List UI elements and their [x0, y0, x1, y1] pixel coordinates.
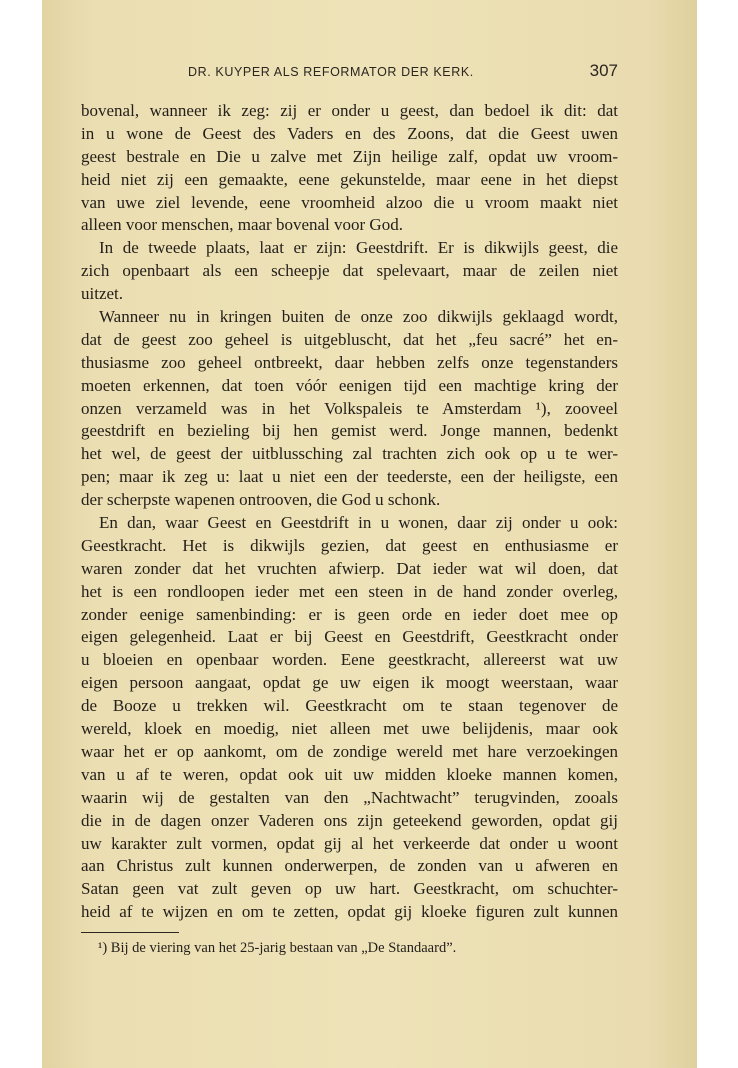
- text-line: Wanneer nu in kringen buiten de onze zoo dikwijls geklaagd wordt,: [99, 307, 618, 327]
- text-line: thusiasme zoo geheel ontbreekt, daar hebben zelfs onze tegenstanders: [81, 352, 618, 372]
- paragraph: [81, 100, 618, 237]
- text-line: En dan, waar Geest en Geestdrift in u wonen, daar zij onder u ook:: [99, 513, 618, 533]
- text-line: u bloeien en openbaar worden. Eene geestkracht, allereerst wat uw: [81, 650, 618, 670]
- page-number: 307: [589, 61, 618, 80]
- text-line: zonder eenige samenbinding: er is geen orde en ieder doet mee op: [81, 604, 618, 624]
- text-line: eigen gelegenheid. Laat er bij Geest en Geestdrift, Geestkracht onder: [81, 627, 618, 647]
- text-line: uw karakter zult vormen, opdat gij al het verkeerde dat onder u woont: [81, 833, 618, 853]
- text-line: waren zonder dat het vruchten afwierp. Dat ieder wat wil doen, dat: [81, 558, 618, 578]
- text-line: uitzet.: [81, 284, 124, 304]
- text-line: geest bestrale en Die u zalve met Zijn heilige zalf, opdat uw vroom-: [81, 146, 618, 166]
- text-line: der scherpste wapenen ontrooven, die God u schonk.: [81, 490, 441, 510]
- paragraph: [81, 237, 618, 306]
- text-line: In de tweede plaats, laat er zijn: Geestdrift. Er is dikwijls geest, die: [99, 238, 618, 258]
- text-line: Geestkracht. Het is dikwijls gezien, dat geest en enthusiasme er: [81, 535, 618, 555]
- text-line: het wel, de geest der uitblussching zal trachten zich ook op u te wer-: [81, 444, 618, 464]
- paragraph: [81, 306, 618, 512]
- body-text: [81, 100, 618, 924]
- text-line: Satan geen vat zult geven op uw hart. Geestkracht, om schuchter-: [81, 879, 618, 899]
- text-line: die in de dagen onzer Vaderen ons zijn geteekend geworden, opdat gij: [81, 810, 618, 830]
- text-line: bovenal, wanneer ik zeg: zij er onder u geest, dan bedoel ik dit: dat: [81, 101, 618, 120]
- text-line: pen; maar ik zeg u: laat u niet een der teederste, een der heiligste, een: [81, 467, 618, 487]
- text-line: onzen verzameld was in het Volkspaleis te Amsterdam ¹), zooveel: [81, 398, 618, 418]
- footnote-rule: [81, 932, 179, 933]
- text-line: aan Christus zult kunnen onderwerpen, de zonden van u afweren en: [81, 856, 618, 876]
- text-line: alleen voor menschen, maar bovenal voor God.: [81, 215, 403, 235]
- page-header: [81, 60, 618, 84]
- footnote: ¹) Bij de viering van het 25-jarig bestaan van „De Standaard”.: [98, 940, 457, 956]
- text-line: van u af te weren, opdat ook uit uw midden kloeke mannen komen,: [81, 764, 618, 784]
- text-line: wereld, kloek en moedig, niet alleen met uwe belijdenis, maar ook: [81, 719, 618, 739]
- text-line: zich openbaart als een scheepje dat spelevaart, maar de zeilen niet: [81, 261, 618, 281]
- text-line: eigen persoon aangaat, opdat ge uw eigen ik moogt weerstaan, waar: [81, 673, 618, 693]
- running-title: DR. KUYPER ALS REFORMATOR DER KERK.: [188, 65, 474, 79]
- text-line: dat de geest zoo geheel is uitgebluscht, dat het „feu sacré” het en-: [81, 329, 618, 349]
- text-line: het is een rondloopen ieder met een steen in de hand zonder overleg,: [81, 581, 618, 601]
- text-line: waarin wij de gestalten van den „Nachtwacht” terugvinden, zooals: [81, 787, 618, 807]
- text-line: geestdrift en bezieling bij hen gemist werd. Jonge mannen, bedenkt: [81, 421, 618, 441]
- text-line: de Booze u trekken wil. Geestkracht om te staan tegenover de: [81, 696, 618, 716]
- text-line: van uwe ziel levende, eene vroomheid alzoo die u vroom maakt niet: [81, 192, 618, 212]
- text-line: heid af te wijzen en om te zetten, opdat gij kloeke figuren zult kunnen: [81, 902, 618, 922]
- text-line: moeten erkennen, dat toen vóór eenigen tijd een machtige kring der: [81, 375, 618, 395]
- text-line: in u wone de Geest des Vaders en des Zoons, dat die Geest uwen: [81, 123, 618, 143]
- text-line: waar het er op aankomt, om de zondige wereld met hare verzoekingen: [81, 741, 618, 761]
- text-line: heid niet zij een gemaakte, eene gekunstelde, maar eene in het diepst: [81, 169, 618, 189]
- paragraph: [81, 512, 618, 924]
